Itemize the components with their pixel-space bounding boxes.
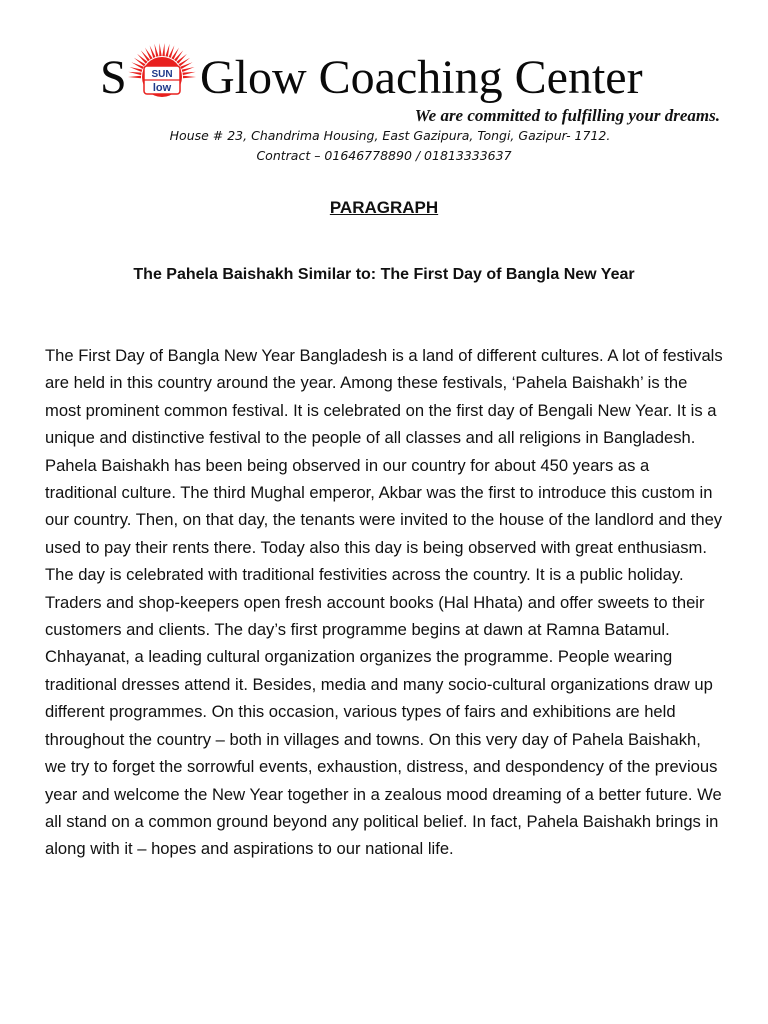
brand-initial: S — [100, 51, 127, 104]
sunglow-logo-icon — [122, 38, 202, 108]
letterhead — [0, 0, 768, 175]
address: House # 23, Chandrima Housing, East Gazipura, Tongi, Gazipur- 1712. — [169, 128, 611, 143]
tagline: We are committed to fulfilling your dreams. — [414, 106, 720, 125]
logo-text-bottom: low — [152, 82, 172, 94]
logo-text-top: SUN — [151, 69, 173, 80]
paragraph-subtitle: The Pahela Baishakh Similar to: The First Day of Bangla New Year — [133, 266, 635, 283]
contact-numbers: Contract – 01646778890 / 01813333637 — [256, 148, 512, 163]
document-heading: PARAGRAPH — [329, 198, 439, 217]
brand-rest: Glow Coaching Center — [200, 51, 643, 104]
paragraph-body: The First Day of Bangla New Year Bangladesh is a land of different cultures. A lot of festivals are held in this country around the year. Among these festivals, ‘Pahela Baishakh’ is the most prominent common festival. It is celebrated on the first day of Bengali New Year. It is a unique and distinctive festival to the people of all classes and all religions in Bangladesh. Pahela Baishakh has been being observed in our country for about 450 years as a traditional culture. The third Mughal emperor, Akbar was the first to introduce this custom in our country. Then, on that day, the tenants were invited to the house of the landlord and they used to pay their rents there. Today also this day is being observed with great enthusiasm. The day is celebrated with traditional festivities across the country. It is a public holiday. Traders and shop-keepers open fresh account books (Hal Hhata) and offer sweets to their customers and clients. The day’s first programme begins at dawn at Ramna Batamul. Chhayanat, a leading cultural organization organizes the programme. People wearing traditional dresses attend it. Besides, media and many socio-cultural organizations draw up different programmes. On this occasion, various types of fairs and exhibitions are held throughout the country – both in villages and towns. On this very day of Pahela Baishakh, we try to forget the sorrowful events, exhaustion, distress, and despondency of the previous year and welcome the New Year together in a zealous mood dreaming of a better future. We all stand on a common ground beyond any political belief. In fact, Pahela Baishakh brings in along with it – hopes and aspirations to our national life. — [45, 346, 723, 859]
